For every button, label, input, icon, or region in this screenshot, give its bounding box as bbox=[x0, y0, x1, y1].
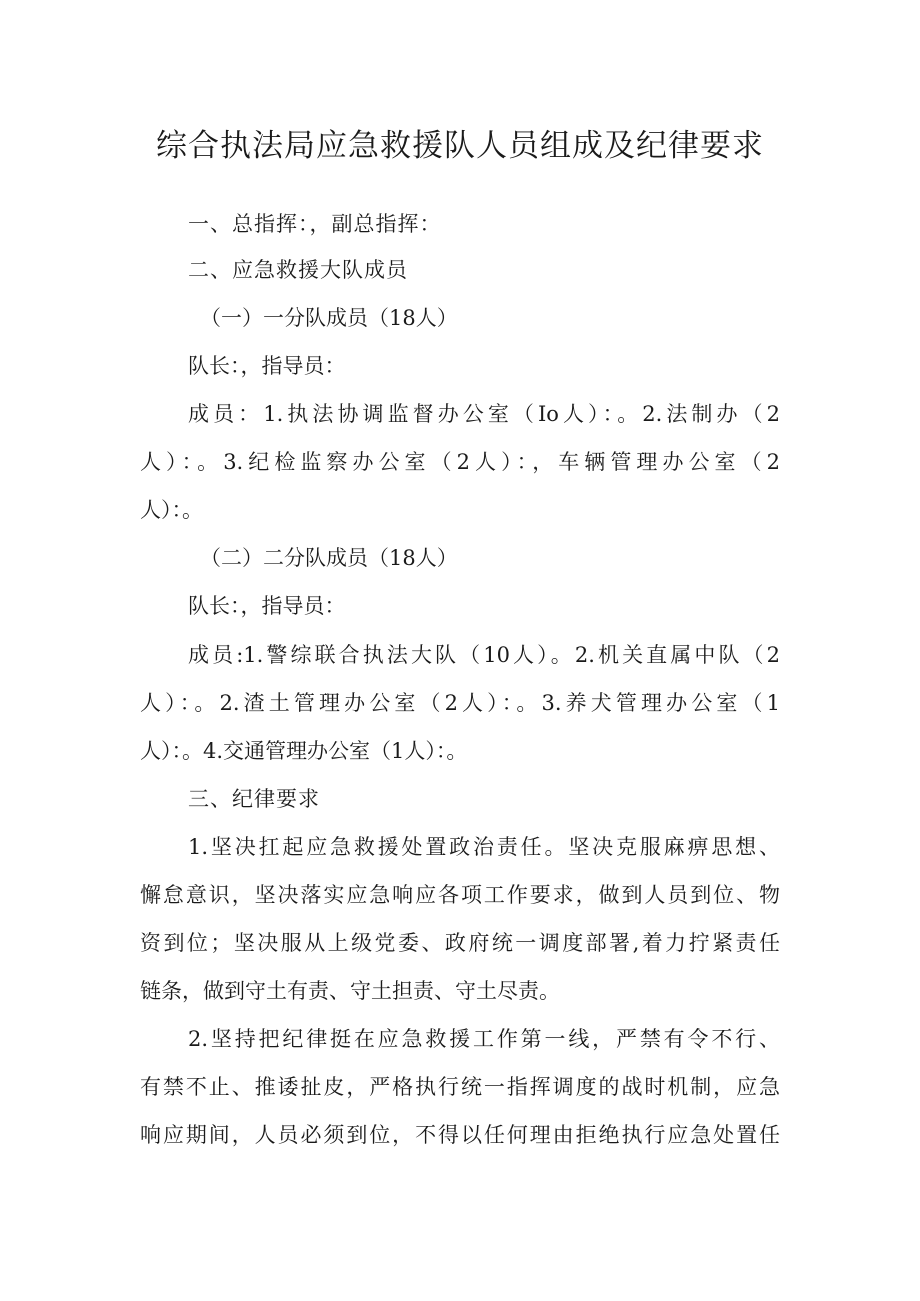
rule2-line: 响应期间，人员必须到位，不得以任何理由拒绝执行应急处置任 bbox=[140, 1123, 780, 1147]
document-title: 综合执法局应急救援队人员组成及纪律要求 bbox=[156, 128, 764, 164]
squad1-members-line: 成员：1.执法协调监督办公室（Io人）：。2.法制办（2 bbox=[188, 402, 780, 426]
squad2-members-line: 人）：。2.渣土管理办公室（2人）：。3.养犬管理办公室（1 bbox=[140, 691, 780, 715]
squad1-header: （一）一分队成员（18人） bbox=[200, 306, 458, 330]
rule1-line: 1.坚决扛起应急救援处置政治责任。坚决克服麻痹思想、 bbox=[188, 835, 780, 859]
rule1-line: 链条，做到守土有责、守土担责、守土尽责。 bbox=[140, 979, 560, 1003]
section-commanders: 一、总指挥：，副总指挥： bbox=[188, 212, 442, 236]
squad2-leader: 队长：，指导员： bbox=[188, 594, 346, 618]
rule1-line: 懈怠意识，坚决落实应急响应各项工作要求，做到人员到位、物 bbox=[140, 883, 780, 907]
section-team-members: 二、应急救援大队成员 bbox=[188, 258, 408, 282]
squad1-leader: 队长：，指导员： bbox=[188, 354, 346, 378]
section-discipline: 三、纪律要求 bbox=[188, 787, 320, 811]
squad1-members-line: 人）：。3.纪检监察办公室（2人）：，车辆管理办公室（2 bbox=[140, 450, 780, 474]
rule2-line: 2.坚持把纪律挺在应急救援工作第一线，严禁有令不行、 bbox=[188, 1027, 780, 1051]
squad2-header: （二）二分队成员（18人） bbox=[200, 546, 458, 570]
squad2-members-line: 人）：。4.交通管理办公室（1人）：。 bbox=[140, 739, 468, 763]
rule1-line: 资到位；坚决服从上级党委、政府统一调度部署,着力拧紧责任 bbox=[140, 931, 780, 955]
squad2-members-line: 成员:1.警综联合执法大队（10人）。2.机关直属中队（2 bbox=[188, 643, 780, 667]
squad1-members-line: 人）：。 bbox=[140, 498, 203, 522]
rule2-line: 有禁不止、推诿扯皮，严格执行统一指挥调度的战时机制，应急 bbox=[140, 1075, 780, 1099]
